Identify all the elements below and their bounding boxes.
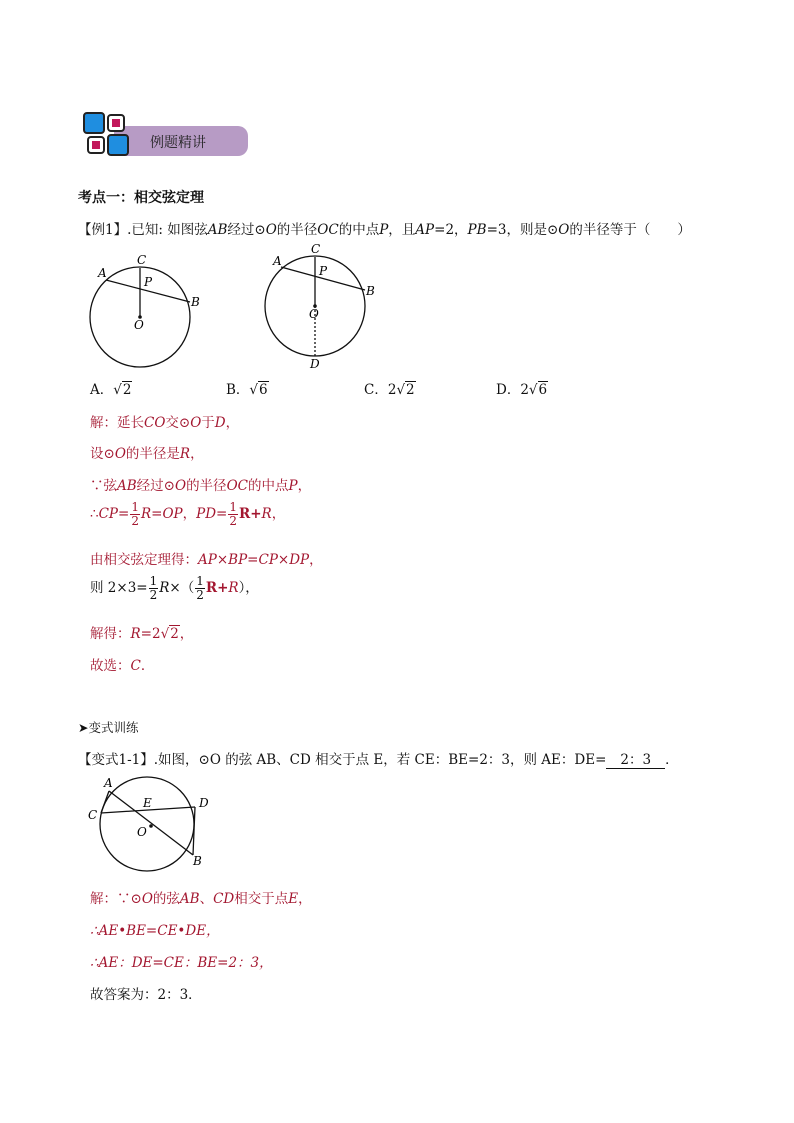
label-B: B [191, 295, 200, 309]
label-C: C [137, 253, 147, 267]
option-a[interactable]: A．√2 [90, 382, 132, 398]
option-b[interactable]: B．√6 [226, 382, 268, 398]
label-E: E [143, 796, 152, 810]
label-B: B [366, 284, 375, 298]
variant-solution-line3: ∴AE：DE=CE：BE=2：3， [90, 955, 273, 971]
label-B: B [193, 854, 202, 868]
banner-title: 例题精讲 [150, 135, 206, 151]
option-c[interactable]: C．2√2 [364, 382, 415, 398]
label-C: C [311, 242, 321, 256]
solution1-line3: ∵弦AB经过⊙O的半径OC的中点P， [90, 478, 312, 494]
solution1-line8: 故选：C． [90, 658, 155, 674]
answer-blank[interactable]: 2：3 [606, 748, 665, 769]
label-O: O [309, 307, 319, 321]
variant-solution-line1: 解：∵⊙O的弦AB、CD相交于点E， [90, 891, 312, 907]
solution1-line2: 设⊙O的半径是R， [90, 446, 204, 462]
label-A: A [104, 776, 113, 790]
solution1-line1: 解：延长CO交⊙O于D， [90, 415, 240, 431]
label-D: D [310, 357, 320, 371]
example1-problem: 【例1】.已知: 如图弦AB经过⊙O的半径OC的中点P，且AP=2，PB=3，则是⊙O的半径等于（ ） [78, 222, 691, 238]
label-P: P [319, 264, 328, 278]
variant-problem: 【变式1-1】.如图，⊙O 的弦 AB、CD 相交于点 E，若 CE：BE=2：3，则 AE：DE= 2：3 ． [78, 748, 679, 769]
variant-solution-line2: ∴AE•BE=CE•DE， [90, 923, 220, 939]
label-O: O [137, 825, 147, 839]
variant-solution-line4: 故答案为：2：3． [90, 987, 202, 1003]
solution1-line5: 由相交弦定理得：AP×BP=CP×DP， [90, 552, 323, 568]
figure-circle-1 [80, 248, 210, 378]
solution1-line4: ∴CP= $\frac{1}{2}$ R=OP，PD= $\frac{1}{2}$ R+R， [90, 500, 286, 528]
solution1-line7: 解得：R=2√2， [90, 626, 194, 642]
label-A: A [273, 254, 282, 268]
label-O: O [134, 318, 144, 332]
figure-circle-3 [85, 772, 215, 872]
label-D: D [199, 796, 209, 810]
figure-circle-2 [256, 240, 386, 375]
option-d[interactable]: D．2√6 [496, 382, 548, 398]
section-banner [80, 106, 250, 162]
label-A: A [98, 266, 107, 280]
section-heading: 考点一：相交弦定理 [78, 190, 204, 206]
variant-section-title: ➤变式训练 [78, 720, 139, 735]
label-C: C [88, 808, 98, 822]
label-P: P [144, 275, 153, 289]
solution1-line6: 则 2×3= $\frac{1}{2}$ R×（ $\frac{1}{2}$ R+R）， [90, 574, 259, 602]
